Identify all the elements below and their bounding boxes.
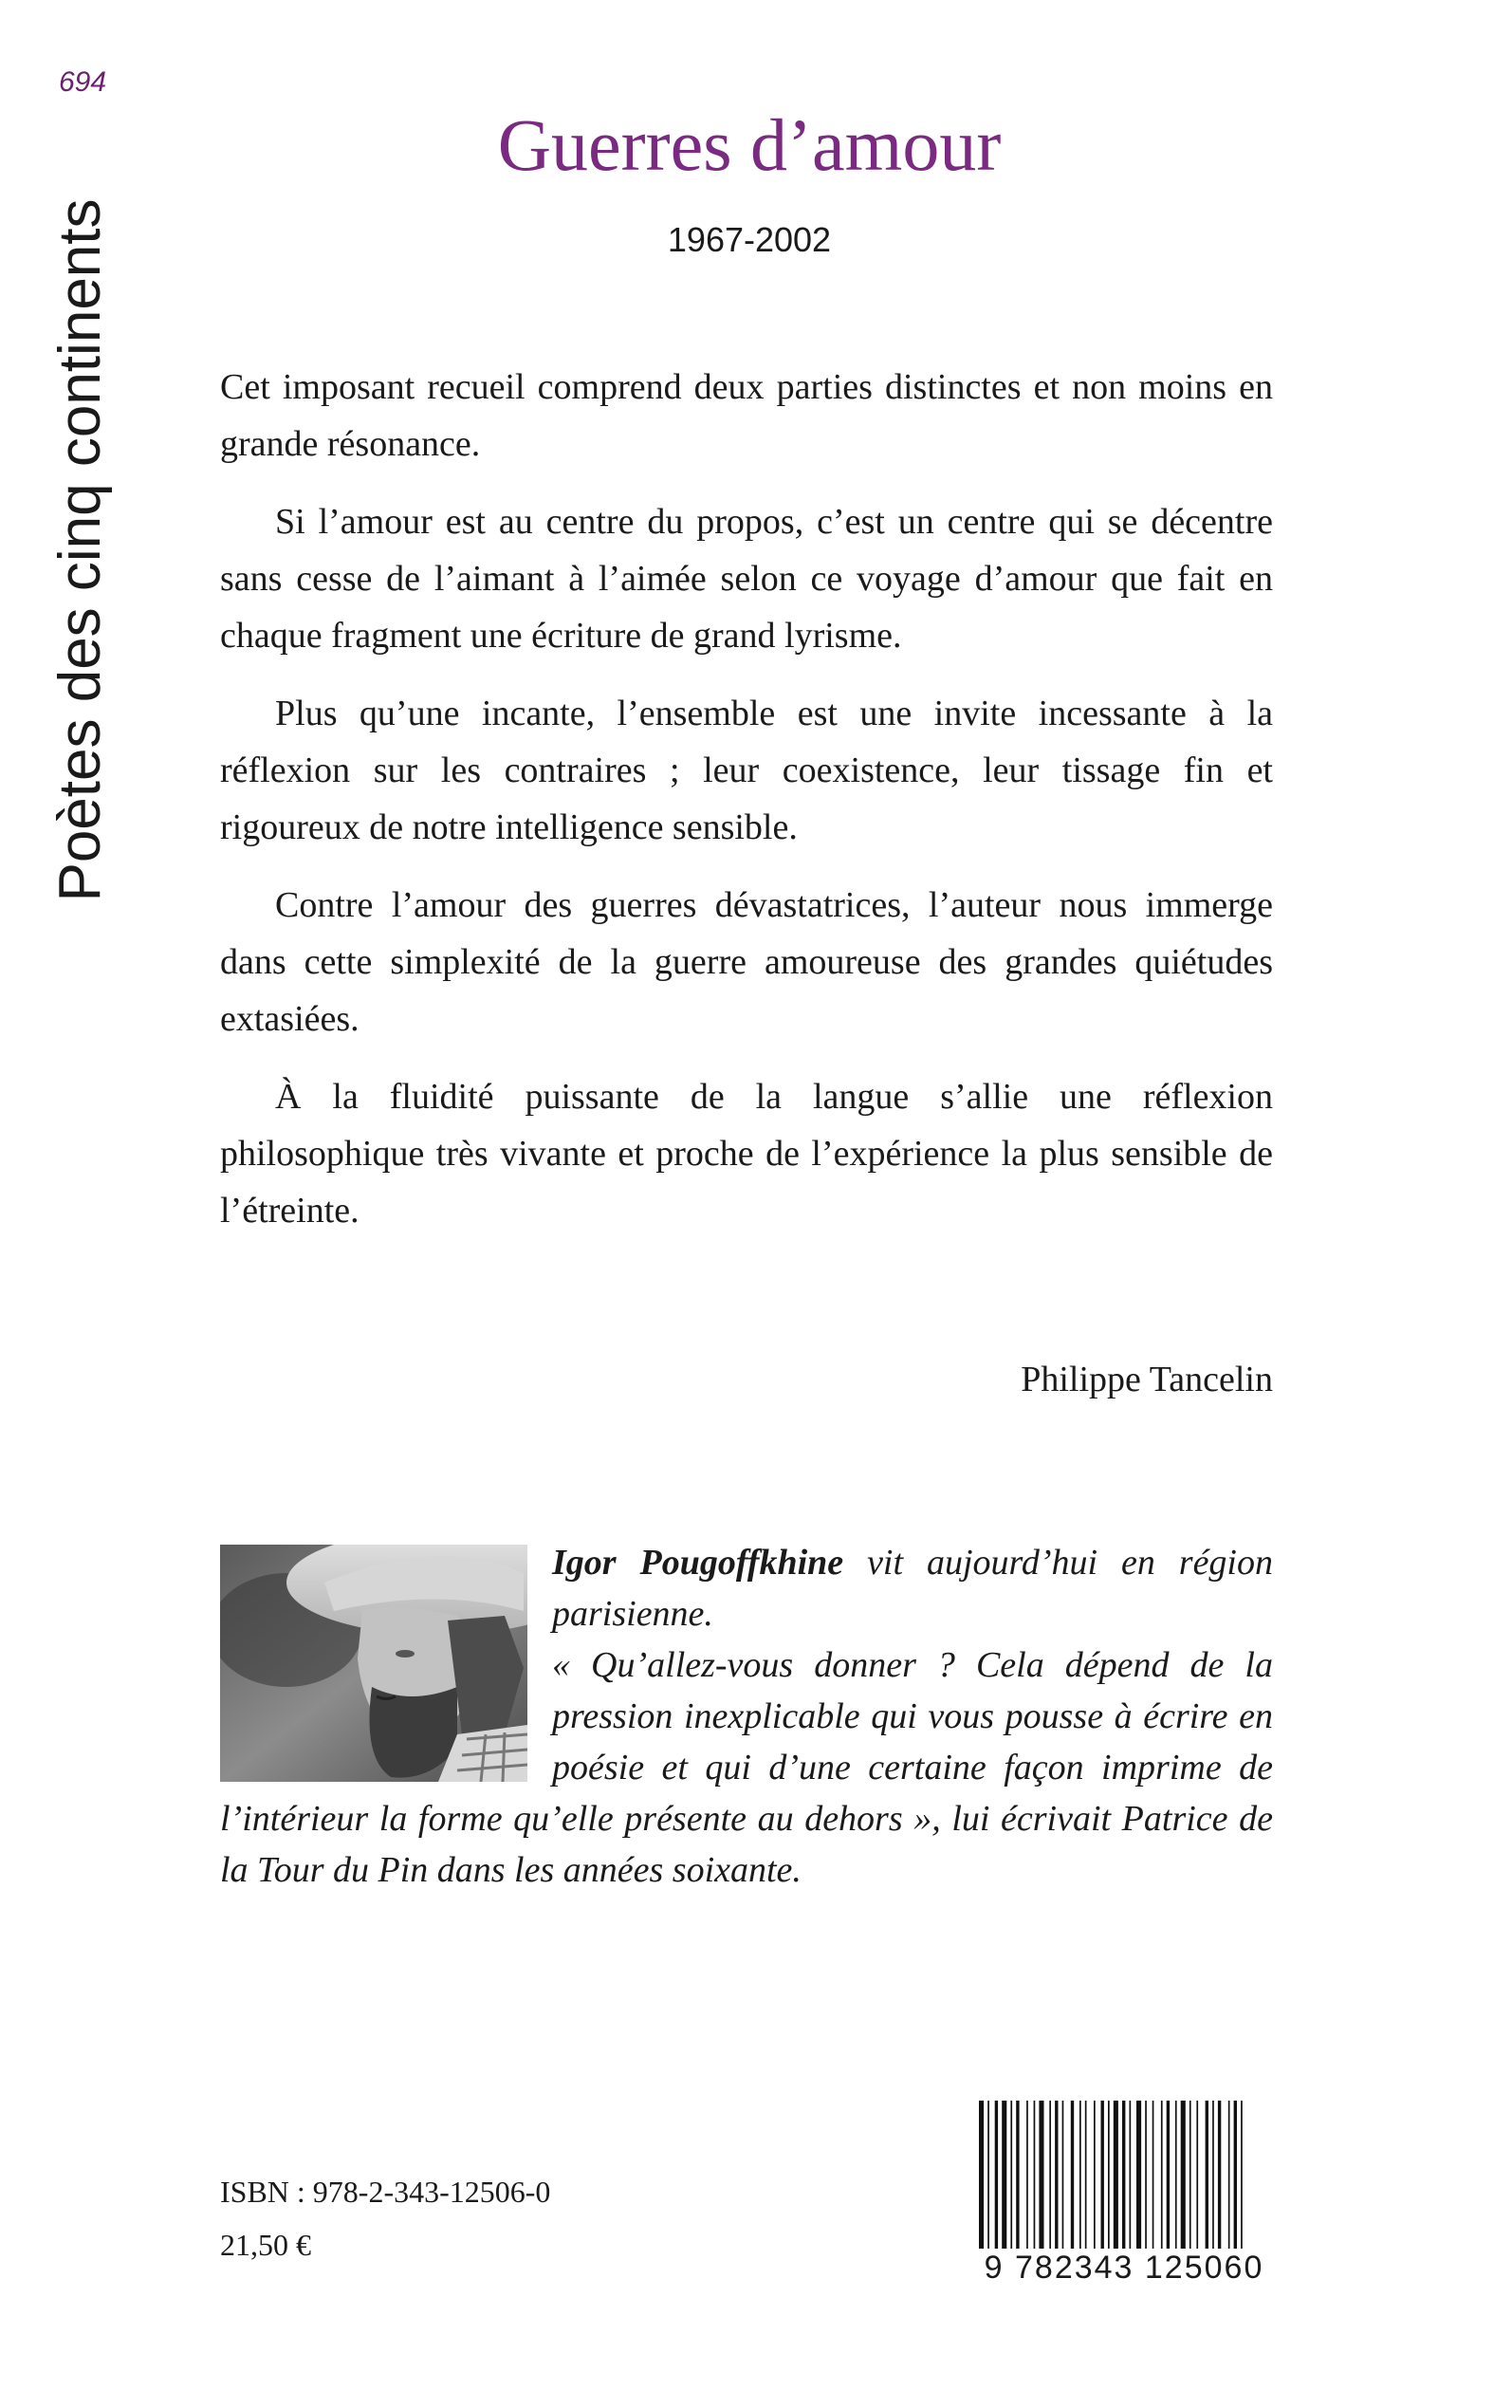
barcode-bar <box>1026 2101 1028 2249</box>
description-paragraph: Cet imposant recueil comprend deux parties distinctes et non moins en grande résonance. <box>220 367 1273 464</box>
barcode-bar <box>1136 2101 1141 2249</box>
barcode-bar <box>1122 2101 1125 2249</box>
barcode-bar <box>1034 2101 1036 2249</box>
description-paragraph: Plus qu’une incante, l’ensemble est une invite incessante à la réflexion sur les contraires ; leur coexistence, leur tissage fin et rigoureux de notre intelligence sensible. <box>220 694 1273 847</box>
barcode-bar <box>1114 2101 1118 2249</box>
barcode-bar <box>1094 2101 1096 2249</box>
barcode-bar <box>1130 2101 1132 2249</box>
isbn: ISBN : 978-2-343-12506-0 <box>220 2175 551 2209</box>
description <box>220 359 1273 1260</box>
barcode-bar <box>979 2101 984 2249</box>
barcode-bar <box>1101 2101 1104 2249</box>
book-title: Guerres d’amour <box>497 103 1002 186</box>
barcode-bar <box>1234 2101 1237 2249</box>
barcode-bar <box>1189 2101 1191 2249</box>
series-number: 694 <box>59 66 107 98</box>
barcode-bar <box>1049 2101 1051 2249</box>
description-signature: Philippe Tancelin <box>1021 1360 1273 1399</box>
author-quote: « Qu’allez-vous donner ? Cela dépend de la pression inexplicable qui vous pousse à écrire en poésie et qui d’une certaine façon imprime de l’intérieur la forme qu’elle présente au dehors », lui écrivait Patrice de la Tour du Pin dans les années soixante. <box>220 1645 1273 1890</box>
barcode-bar <box>1016 2101 1019 2249</box>
barcode-bar <box>1206 2101 1208 2249</box>
description-paragraph: À la fluidité puissante de la langue s’allie une réflexion philosophique très vivante et proche de l’expérience la plus sensible de l’étreinte. <box>220 1077 1273 1231</box>
barcode-bar <box>1167 2101 1170 2249</box>
barcode-bar <box>1108 2101 1110 2249</box>
barcode-bar <box>1161 2101 1163 2249</box>
description-paragraph: Si l’amour est au centre du propos, c’est un centre qui se décentre sans cesse de l’aimant à l’aimée selon ce voyage d’amour que fait en chaque fragment une écriture de grand lyrisme. <box>220 502 1273 656</box>
barcode-bar <box>1055 2101 1058 2249</box>
barcode-bar <box>1002 2101 1006 2249</box>
barcode-bar <box>1181 2101 1186 2249</box>
author-intro: vit aujourd’hui en région parisienne. <box>552 1543 1273 1634</box>
description-paragraph: Contre l’amour des guerres dévastatrices, l’auteur nous immerge dans cette simplexité de la guerre amoureuse des grandes quiétudes extasiées. <box>220 885 1273 1039</box>
barcode-bar <box>1071 2101 1074 2249</box>
price: 21,50 € <box>220 2228 311 2262</box>
author-photo <box>220 1545 527 1782</box>
barcode-bar <box>1241 2101 1243 2249</box>
barcode-bar <box>1039 2101 1043 2249</box>
barcode-bar <box>1218 2101 1221 2249</box>
barcode-bar <box>995 2101 998 2249</box>
author-name: Igor Pougoffkhine <box>552 1543 844 1583</box>
barcode-bar <box>1228 2101 1230 2249</box>
book-dates: 1967-2002 <box>667 220 832 259</box>
barcode-bar <box>1196 2101 1198 2249</box>
barcode <box>973 2097 1275 2287</box>
barcode-digits: 9 782343 125060 <box>973 2249 1275 2287</box>
barcode-bar <box>1062 2101 1064 2249</box>
barcode-bar <box>1079 2101 1081 2249</box>
barcode-bar <box>1152 2101 1154 2249</box>
series-name: Poètes des cinq continents <box>47 198 113 902</box>
author-photo-image <box>220 1545 527 1782</box>
barcode-bar <box>1145 2101 1147 2249</box>
barcode-bar <box>1085 2101 1087 2249</box>
barcode-bar <box>1175 2101 1177 2249</box>
barcode-bar <box>1212 2101 1214 2249</box>
barcode-bar <box>987 2101 989 2249</box>
barcode-bar <box>1010 2101 1012 2249</box>
